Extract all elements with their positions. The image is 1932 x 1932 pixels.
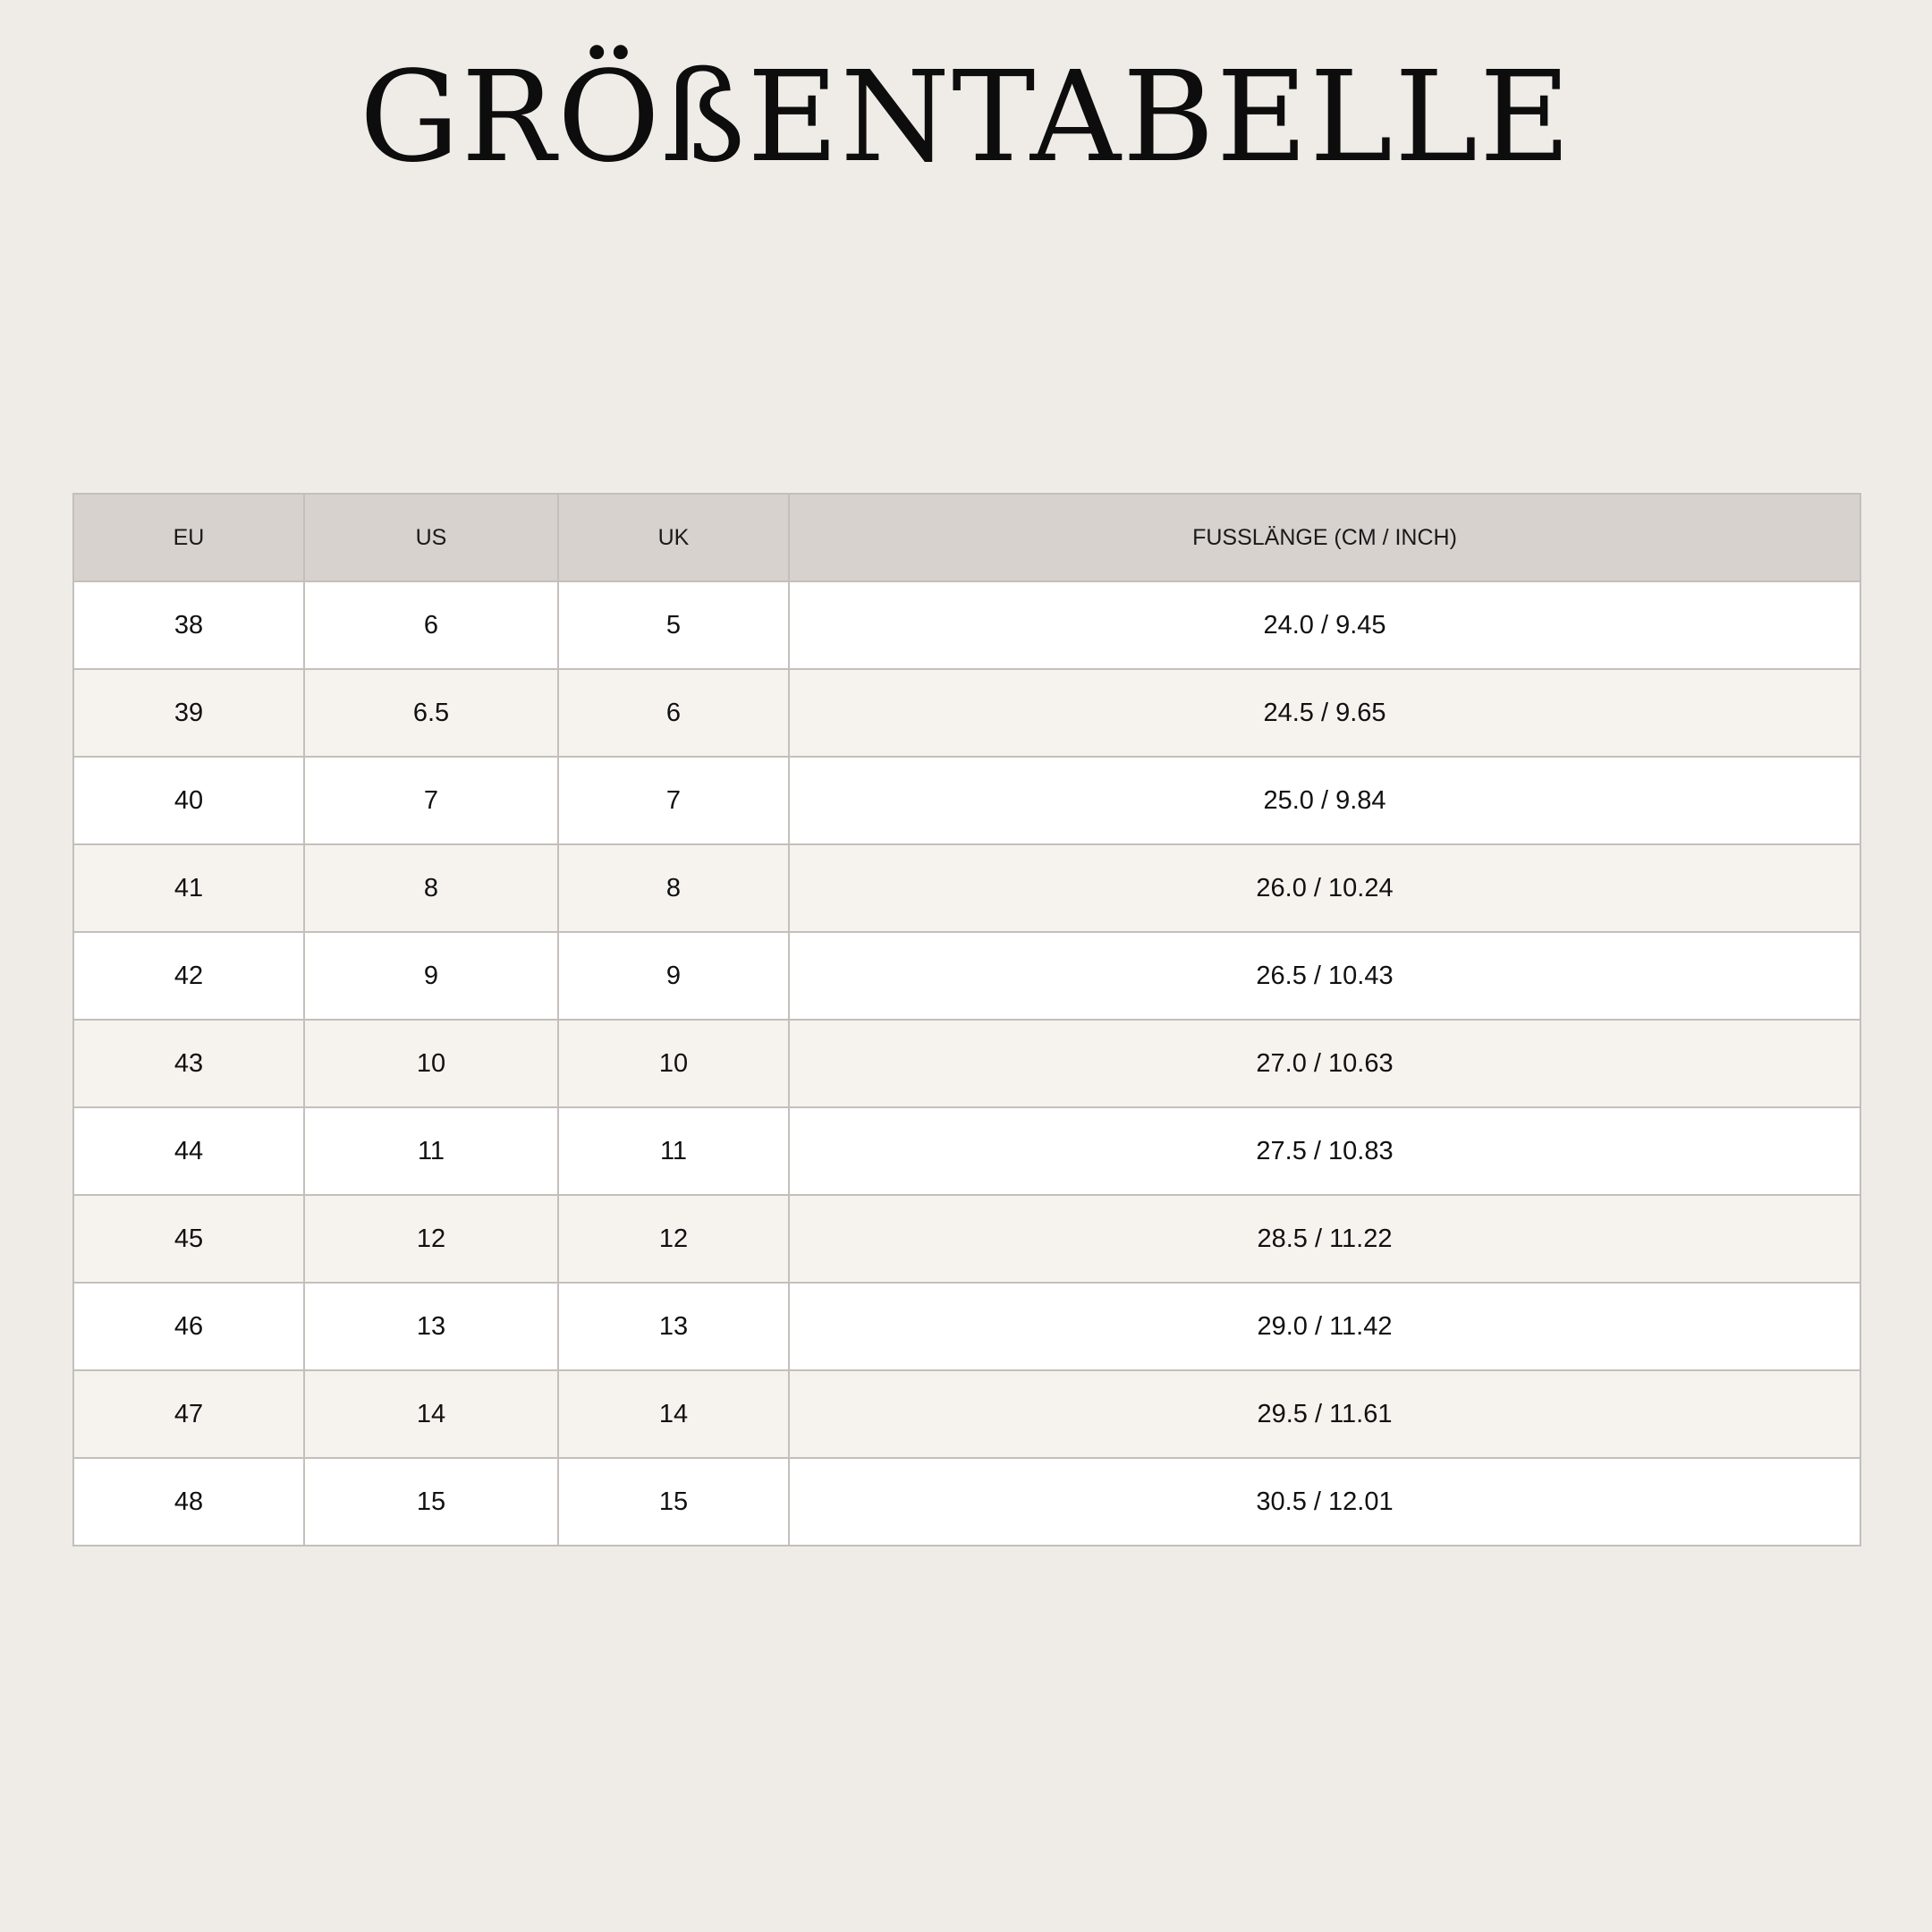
cell-us: 9: [304, 932, 558, 1020]
cell-foot-length: 26.5 / 10.43: [789, 932, 1860, 1020]
header-eu: EU: [73, 494, 304, 581]
cell-foot-length: 27.5 / 10.83: [789, 1107, 1860, 1195]
cell-uk: 13: [558, 1283, 789, 1370]
cell-uk: 6: [558, 669, 789, 757]
cell-uk: 8: [558, 844, 789, 932]
cell-eu: 48: [73, 1458, 304, 1546]
page-title: GRÖßENTABELLE: [359, 45, 1573, 191]
cell-us: 11: [304, 1107, 558, 1195]
cell-uk: 15: [558, 1458, 789, 1546]
header-foot-length: FUSSLÄNGE (CM / INCH): [789, 494, 1860, 581]
cell-eu: 47: [73, 1370, 304, 1458]
cell-foot-length: 27.0 / 10.63: [789, 1020, 1860, 1107]
cell-uk: 7: [558, 757, 789, 844]
cell-us: 7: [304, 757, 558, 844]
cell-foot-length: 26.0 / 10.24: [789, 844, 1860, 932]
cell-foot-length: 28.5 / 11.22: [789, 1195, 1860, 1283]
table-body: [73, 581, 1860, 1546]
cell-eu: 45: [73, 1195, 304, 1283]
table-row: [73, 1370, 1860, 1458]
cell-uk: 5: [558, 581, 789, 669]
cell-foot-length: 24.0 / 9.45: [789, 581, 1860, 669]
table-row: [73, 1283, 1860, 1370]
cell-eu: 46: [73, 1283, 304, 1370]
table-row: [73, 581, 1860, 669]
cell-foot-length: 29.0 / 11.42: [789, 1283, 1860, 1370]
cell-us: 10: [304, 1020, 558, 1107]
cell-foot-length: 30.5 / 12.01: [789, 1458, 1860, 1546]
cell-us: 8: [304, 844, 558, 932]
cell-foot-length: 24.5 / 9.65: [789, 669, 1860, 757]
cell-uk: 11: [558, 1107, 789, 1195]
cell-us: 14: [304, 1370, 558, 1458]
cell-us: 13: [304, 1283, 558, 1370]
table-row: [73, 1458, 1860, 1546]
table-row: [73, 669, 1860, 757]
cell-us: 6.5: [304, 669, 558, 757]
table-row: [73, 932, 1860, 1020]
table-row: [73, 757, 1860, 844]
cell-uk: 9: [558, 932, 789, 1020]
cell-uk: 14: [558, 1370, 789, 1458]
cell-eu: 43: [73, 1020, 304, 1107]
cell-eu: 44: [73, 1107, 304, 1195]
cell-foot-length: 29.5 / 11.61: [789, 1370, 1860, 1458]
header-uk: UK: [558, 494, 789, 581]
cell-eu: 40: [73, 757, 304, 844]
table-row: [73, 1195, 1860, 1283]
cell-us: 15: [304, 1458, 558, 1546]
cell-eu: 42: [73, 932, 304, 1020]
cell-uk: 10: [558, 1020, 789, 1107]
cell-us: 12: [304, 1195, 558, 1283]
table-row: [73, 1020, 1860, 1107]
table-row: [73, 1107, 1860, 1195]
cell-eu: 41: [73, 844, 304, 932]
header-us: US: [304, 494, 558, 581]
cell-eu: 38: [73, 581, 304, 669]
table-header-row: [73, 494, 1860, 581]
cell-eu: 39: [73, 669, 304, 757]
size-chart-table: [72, 493, 1861, 1546]
cell-us: 6: [304, 581, 558, 669]
cell-foot-length: 25.0 / 9.84: [789, 757, 1860, 844]
table-row: [73, 844, 1860, 932]
cell-uk: 12: [558, 1195, 789, 1283]
